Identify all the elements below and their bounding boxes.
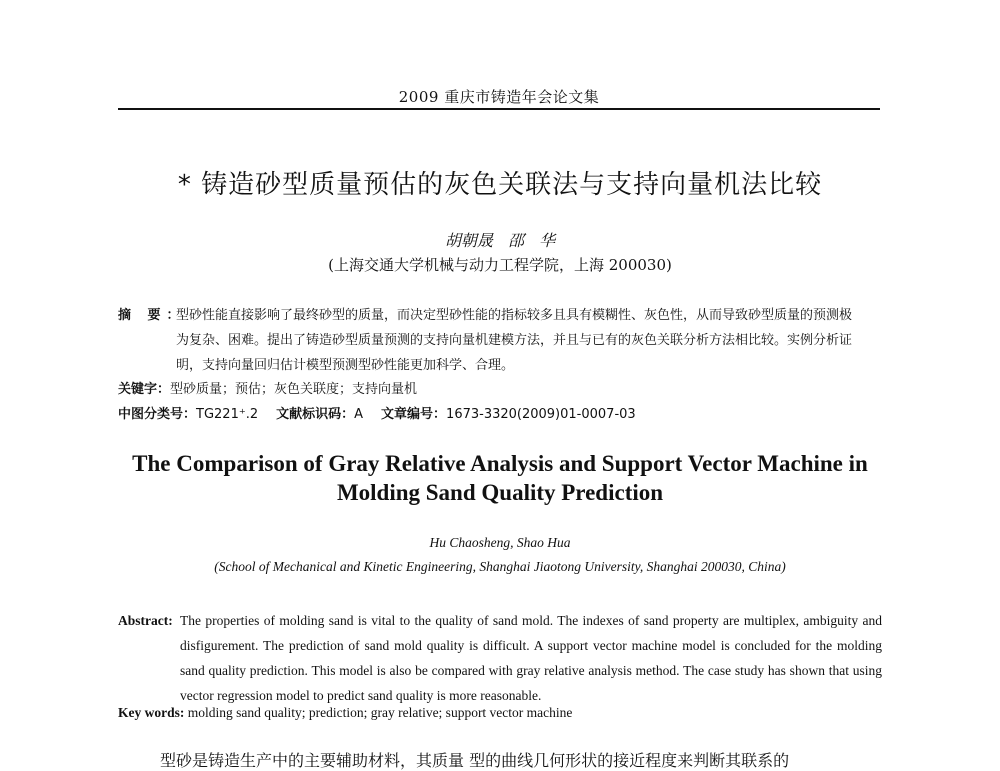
english-keywords-text: molding sand quality; prediction; gray relative; support vector machine (187, 705, 573, 720)
chinese-keywords (118, 378, 417, 397)
article-no-label: 文章编号： (381, 407, 447, 422)
running-header: 2009 重庆市铸造年会论文集 (398, 88, 600, 106)
class-label: 中图分类号： (118, 407, 197, 422)
english-abstract-label: Abstract: (118, 613, 173, 628)
chinese-abstract-label: 摘 要： (118, 308, 186, 323)
english-title-line2: Molding Sand Quality Prediction (336, 480, 664, 505)
english-authors: Hu Chaosheng, Shao Hua (429, 535, 571, 550)
chinese-title: * 铸造砂型质量预估的灰色关联法与支持向量机法比较 (177, 170, 823, 200)
english-title (100, 449, 900, 507)
chinese-affiliation: (上海交通大学机械与动力工程学院，上海 200030) (328, 256, 672, 274)
header-rule (118, 108, 880, 110)
class-value: TG221⁺.2 (196, 407, 259, 422)
english-keywords (118, 705, 572, 721)
chinese-keywords-label: 关键字： (118, 382, 171, 397)
chinese-classification (118, 403, 636, 422)
chinese-keywords-text: 型砂质量；预估；灰色关联度；支持向量机 (170, 382, 418, 397)
article-no-value: 1673-3320(2009)01-0007-03 (446, 407, 636, 422)
english-abstract (118, 608, 882, 708)
doc-code-label: 文献标识码： (276, 407, 355, 422)
english-affiliation: (School of Mechanical and Kinetic Engineering, Shanghai Jiaotong University, Shanghai 200030, China) (214, 559, 786, 574)
english-abstract-text: The properties of molding sand is vital to the quality of sand mold. The indexes of sand property are multiplex, ambiguity and disfigurement. The prediction of sand mold quality is difficult. A support vector machine model is concluded for the molding sand quality prediction. This model is also be compared with gray relative analysis method. The case study has shown that using vector regression model to predict sand quality is more reasonable. (180, 613, 882, 703)
chinese-abstract-text: 型砂性能直接影响了最终砂型的质量，而决定型砂性能的指标较多且具有模糊性、灰色性，从而导致砂型质量的预测极为复杂、困难。提出了铸造砂型质量预测的支持向量机建模方法，并且与已有的灰色关联分析方法相比较。实例分析证明，支持向量回归估计模型预测型砂性能更加科学、合理。 (176, 308, 853, 373)
chinese-authors: 胡朝晟 邵 华 (444, 231, 556, 250)
english-keywords-label: Key words: (118, 705, 185, 720)
english-title-line1: The Comparison of Gray Relative Analysis and Support Vector Machine in (132, 451, 868, 476)
chinese-abstract (118, 303, 858, 378)
body-text-start: 型砂是铸造生产中的主要辅助材料，其质量 型的曲线几何形状的接近程度来判断其联系的 (160, 751, 790, 770)
doc-code-value: A (354, 407, 364, 422)
